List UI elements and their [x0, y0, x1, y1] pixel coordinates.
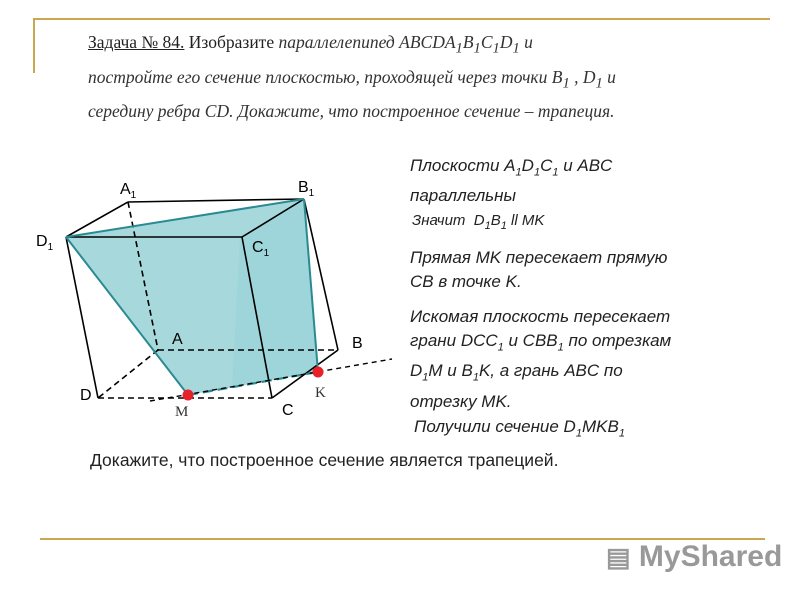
- label-C1: $C_1$: [252, 239, 270, 259]
- plane-cuts-text: Искомая плоскость пересекает грани $DCC_1$ и $CBB_1$ по отрезкам $D_1M$ и $B_1K$, а грань ABC по отрезку MK.: [410, 307, 672, 411]
- label-A1: $A_1$: [120, 181, 137, 201]
- task-text-1: параллелепипед $ABCDA_1B_1C_1D_1$ и: [278, 32, 533, 57]
- hence-text: Значит $D_1B_1$ ll MK: [412, 212, 545, 232]
- task-text-3: середину ребра CD. Докажите, что построенное сечение – трапеция.: [88, 101, 615, 121]
- label-K: K: [315, 385, 326, 401]
- line-intersect-text: Прямая MK пересекает прямую CB в точке K.: [410, 248, 668, 291]
- prove-text: Докажите, что построенное сечение является трапецией.: [90, 450, 559, 470]
- label-A: A: [172, 331, 183, 348]
- label-M: M: [175, 404, 189, 420]
- label-D1: $D_1$: [36, 233, 54, 253]
- watermark-icon: ▤: [606, 542, 631, 572]
- label-C: C: [282, 402, 294, 419]
- planes-parallel-text: Плоскости $A_1D_1C_1$ и ABC параллельны: [410, 156, 613, 206]
- watermark-logo: ▤ MyShared: [606, 540, 783, 573]
- edge-A1B1: [128, 199, 304, 202]
- edge-AD: [98, 350, 158, 398]
- label-D: D: [80, 387, 92, 404]
- task-text-2: постройте его сечение плоскостью, проходящей через точки $B_1$ , $D_1$ и: [88, 66, 616, 91]
- result-text: Получили сечение $D_1MKB_1$: [414, 417, 625, 440]
- point-K: [313, 367, 324, 378]
- task-label: Задача № 84.: [88, 32, 185, 52]
- task-lead: Изобразите: [188, 32, 275, 52]
- label-B1: $B_1$: [298, 179, 315, 199]
- point-M: [183, 390, 194, 401]
- label-B: B: [352, 335, 363, 352]
